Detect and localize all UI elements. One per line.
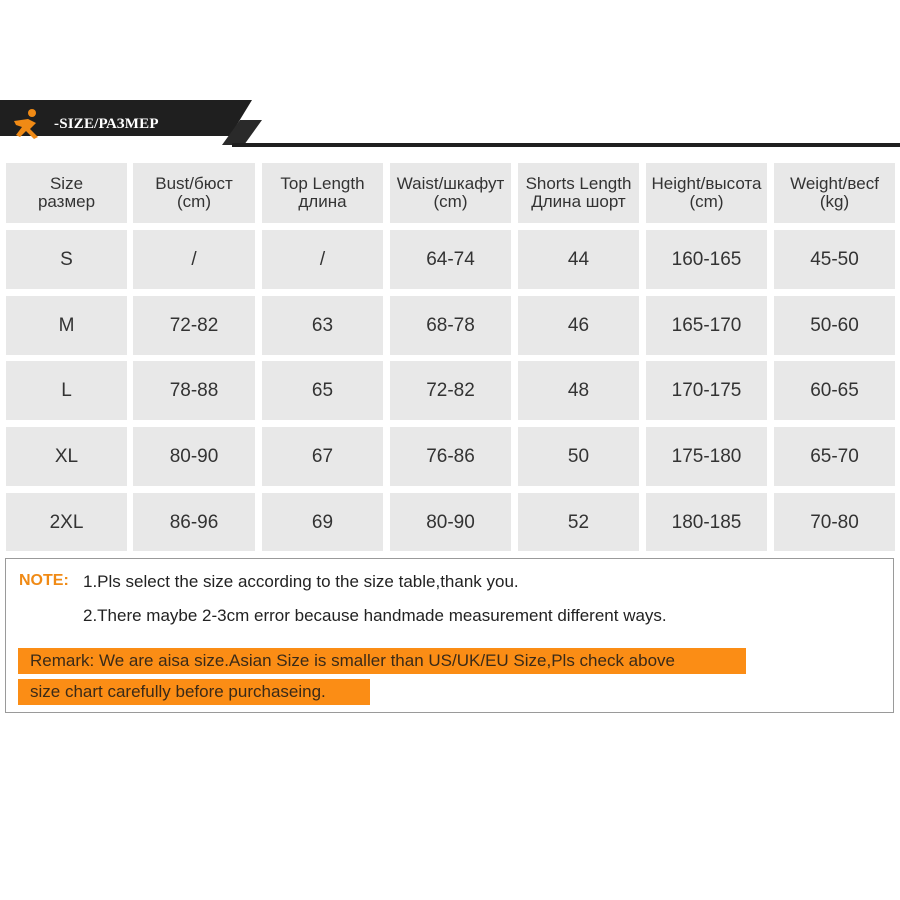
cell-size: L	[6, 361, 127, 420]
header-size-line-1: Size	[49, 174, 84, 194]
cell-shorts-length: 48	[518, 361, 639, 420]
cell-top-length: /	[262, 230, 383, 289]
cell-bust: 72-82	[133, 296, 255, 355]
header-weight	[774, 163, 895, 223]
cell-weight: 50-60	[774, 296, 895, 355]
cell-waist: 80-90	[390, 493, 511, 551]
note-label: NOTE:	[19, 572, 69, 589]
cell-weight: 60-65	[774, 361, 895, 420]
cell-top-length: 63	[262, 296, 383, 355]
header-waist-line-1: Waist/шкафут	[396, 174, 505, 194]
runner-logo-icon	[8, 107, 48, 143]
header-height	[646, 163, 767, 223]
header-size-line-2: размер	[37, 192, 96, 211]
cell-bust: /	[133, 230, 255, 289]
cell-weight: 45-50	[774, 230, 895, 289]
cell-size: M	[6, 296, 127, 355]
cell-waist: 72-82	[390, 361, 511, 420]
header-waist-line-2: (cm)	[433, 192, 468, 211]
cell-waist: 76-86	[390, 427, 511, 486]
cell-height: 175-180	[646, 427, 767, 486]
cell-size: S	[6, 230, 127, 289]
cell-weight: 70-80	[774, 493, 895, 551]
banner-title: -SIZE/РАЗМЕР	[54, 116, 159, 132]
header-shorts-length-line-2: Длина шорт	[531, 192, 626, 211]
header-shorts-length-line-1: Shorts Length	[525, 174, 632, 194]
notes-box	[5, 558, 894, 713]
cell-shorts-length: 52	[518, 493, 639, 551]
cell-height: 170-175	[646, 361, 767, 420]
header-bust-line-1: Bust/бюст	[155, 174, 233, 194]
header-weight-line-1: Weight/весf	[790, 174, 879, 194]
cell-size: 2XL	[6, 493, 127, 551]
cell-top-length: 65	[262, 361, 383, 420]
cell-bust: 78-88	[133, 361, 255, 420]
cell-top-length: 67	[262, 427, 383, 486]
header-waist	[390, 163, 511, 223]
cell-height: 160-165	[646, 230, 767, 289]
cell-top-length: 69	[262, 493, 383, 551]
header-top-length-line-1: Top Length	[280, 174, 365, 194]
header-weight-line-2: (kg)	[819, 192, 850, 211]
cell-weight: 65-70	[774, 427, 895, 486]
cell-shorts-length: 50	[518, 427, 639, 486]
header-height-line-2: (cm)	[689, 192, 724, 211]
header-bust	[133, 163, 255, 223]
cell-shorts-length: 44	[518, 230, 639, 289]
cell-shorts-length: 46	[518, 296, 639, 355]
cell-bust: 80-90	[133, 427, 255, 486]
remark-line-1: Remark: We are aisa size.Asian Size is smaller than US/UK/EU Size,Pls check above	[18, 648, 746, 674]
cell-height: 180-185	[646, 493, 767, 551]
cell-bust: 86-96	[133, 493, 255, 551]
header-bust-line-2: (cm)	[177, 192, 211, 211]
cell-waist: 68-78	[390, 296, 511, 355]
cell-size: XL	[6, 427, 127, 486]
header-height-line-1: Height/высота	[651, 174, 762, 194]
cell-waist: 64-74	[390, 230, 511, 289]
remark-line-2: size chart carefully before purchaseing.	[18, 679, 370, 705]
header-shorts-length	[518, 163, 639, 223]
note-line-1: 1.Pls select the size according to the size table,thank you.	[83, 572, 519, 591]
size-banner	[0, 100, 900, 150]
cell-height: 165-170	[646, 296, 767, 355]
header-top-length	[262, 163, 383, 223]
note-line-2: 2.There maybe 2-3cm error because handmade measurement different ways.	[83, 606, 667, 625]
header-top-length-line-2: длина	[298, 192, 347, 211]
header-size	[6, 163, 127, 223]
